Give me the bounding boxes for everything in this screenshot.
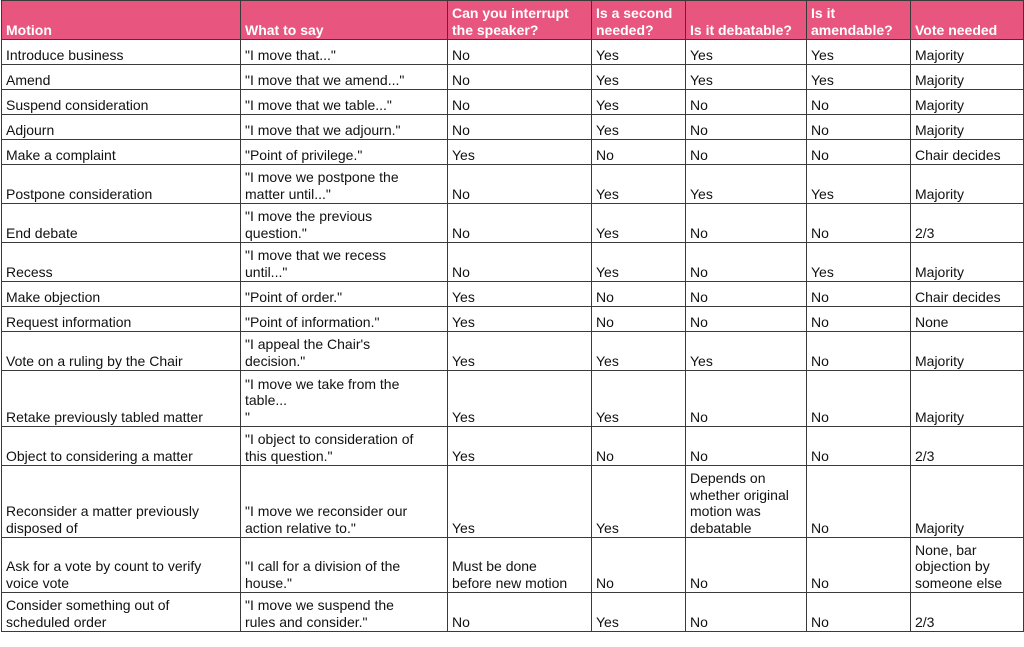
- cell-second: Yes: [592, 332, 686, 371]
- cell-what-to-say: "Point of information.": [241, 307, 448, 332]
- cell-second: Yes: [592, 40, 686, 65]
- cell-debatable: Yes: [686, 332, 807, 371]
- cell-vote: 2/3: [911, 593, 1024, 632]
- motions-table: [1, 0, 1024, 632]
- cell-second: Yes: [592, 466, 686, 538]
- header-what-to-say: What to say: [241, 1, 448, 40]
- cell-vote: Majority: [911, 466, 1024, 538]
- header-vote-needed: Vote needed: [911, 1, 1024, 40]
- cell-motion: Request information: [2, 307, 241, 332]
- cell-amendable: No: [807, 115, 911, 140]
- cell-amendable: Yes: [807, 65, 911, 90]
- cell-amendable: No: [807, 371, 911, 427]
- cell-amendable: No: [807, 427, 911, 466]
- cell-amendable: No: [807, 307, 911, 332]
- cell-debatable: Yes: [686, 40, 807, 65]
- cell-interrupt: No: [448, 243, 592, 282]
- cell-motion: Introduce business: [2, 40, 241, 65]
- cell-what-to-say: "I move we reconsider our action relative to.": [241, 466, 448, 538]
- cell-debatable: No: [686, 204, 807, 243]
- cell-interrupt: Yes: [448, 282, 592, 307]
- cell-amendable: No: [807, 282, 911, 307]
- cell-vote: Majority: [911, 332, 1024, 371]
- cell-amendable: No: [807, 538, 911, 593]
- cell-vote: None: [911, 307, 1024, 332]
- cell-what-to-say: "I move that we recess until...": [241, 243, 448, 282]
- cell-second: Yes: [592, 371, 686, 427]
- cell-vote: Chair decides: [911, 140, 1024, 165]
- cell-motion: Reconsider a matter previously disposed of: [2, 466, 241, 538]
- header-interrupt: Can you interrupt the speaker?: [448, 1, 592, 40]
- cell-motion: Ask for a vote by count to verify voice vote: [2, 538, 241, 593]
- cell-vote: Majority: [911, 243, 1024, 282]
- cell-what-to-say: "I move that we table...": [241, 90, 448, 115]
- cell-second: Yes: [592, 90, 686, 115]
- cell-motion: Object to considering a matter: [2, 427, 241, 466]
- cell-motion: Amend: [2, 65, 241, 90]
- cell-interrupt: No: [448, 90, 592, 115]
- table-row: [2, 466, 1024, 538]
- cell-debatable: No: [686, 90, 807, 115]
- cell-amendable: No: [807, 90, 911, 115]
- cell-what-to-say: "I move we suspend the rules and consider.": [241, 593, 448, 632]
- table-row: [2, 307, 1024, 332]
- cell-interrupt: Yes: [448, 307, 592, 332]
- cell-second: No: [592, 140, 686, 165]
- cell-second: No: [592, 538, 686, 593]
- cell-debatable: No: [686, 140, 807, 165]
- cell-vote: 2/3: [911, 204, 1024, 243]
- cell-debatable: Yes: [686, 165, 807, 204]
- cell-amendable: Yes: [807, 165, 911, 204]
- table-row: [2, 427, 1024, 466]
- cell-vote: None, bar objection by someone else: [911, 538, 1024, 593]
- cell-interrupt: Yes: [448, 427, 592, 466]
- header-amendable: Is it amendable?: [807, 1, 911, 40]
- table-row: [2, 90, 1024, 115]
- cell-debatable: Yes: [686, 65, 807, 90]
- cell-second: Yes: [592, 65, 686, 90]
- table-row: [2, 65, 1024, 90]
- cell-what-to-say: "I move we postpone the matter until...": [241, 165, 448, 204]
- cell-interrupt: No: [448, 40, 592, 65]
- cell-motion: Suspend consideration: [2, 90, 241, 115]
- table-row: [2, 243, 1024, 282]
- cell-interrupt: No: [448, 165, 592, 204]
- cell-interrupt: Yes: [448, 466, 592, 538]
- cell-interrupt: Yes: [448, 140, 592, 165]
- cell-vote: Majority: [911, 115, 1024, 140]
- cell-debatable: Depends on whether original motion was debatable: [686, 466, 807, 538]
- cell-second: Yes: [592, 115, 686, 140]
- cell-vote: Majority: [911, 90, 1024, 115]
- cell-amendable: No: [807, 332, 911, 371]
- header-second-needed: Is a second needed?: [592, 1, 686, 40]
- cell-motion: Consider something out of scheduled order: [2, 593, 241, 632]
- cell-what-to-say: "Point of privilege.": [241, 140, 448, 165]
- cell-interrupt: No: [448, 593, 592, 632]
- table-row: [2, 140, 1024, 165]
- cell-amendable: No: [807, 204, 911, 243]
- cell-interrupt: No: [448, 204, 592, 243]
- cell-debatable: No: [686, 427, 807, 466]
- cell-debatable: No: [686, 282, 807, 307]
- cell-motion: Retake previously tabled matter: [2, 371, 241, 427]
- cell-motion: Postpone consideration: [2, 165, 241, 204]
- cell-vote: Majority: [911, 165, 1024, 204]
- cell-vote: Majority: [911, 371, 1024, 427]
- cell-vote: Majority: [911, 65, 1024, 90]
- cell-motion: End debate: [2, 204, 241, 243]
- cell-vote: Majority: [911, 40, 1024, 65]
- cell-interrupt: Must be done before new motion: [448, 538, 592, 593]
- cell-what-to-say: "I move that we amend...": [241, 65, 448, 90]
- table-row: [2, 204, 1024, 243]
- cell-second: Yes: [592, 204, 686, 243]
- cell-motion: Adjourn: [2, 115, 241, 140]
- table-row: [2, 593, 1024, 632]
- cell-debatable: No: [686, 115, 807, 140]
- table-row: [2, 115, 1024, 140]
- cell-second: Yes: [592, 165, 686, 204]
- cell-vote: 2/3: [911, 427, 1024, 466]
- table-row: [2, 282, 1024, 307]
- cell-vote: Chair decides: [911, 282, 1024, 307]
- table-row: [2, 538, 1024, 593]
- cell-motion: Recess: [2, 243, 241, 282]
- cell-debatable: No: [686, 593, 807, 632]
- cell-interrupt: No: [448, 115, 592, 140]
- cell-second: No: [592, 282, 686, 307]
- cell-what-to-say: "I appeal the Chair's decision.": [241, 332, 448, 371]
- cell-motion: Vote on a ruling by the Chair: [2, 332, 241, 371]
- cell-interrupt: Yes: [448, 371, 592, 427]
- cell-amendable: No: [807, 466, 911, 538]
- cell-debatable: No: [686, 243, 807, 282]
- header-motion: Motion: [2, 1, 241, 40]
- cell-amendable: No: [807, 593, 911, 632]
- cell-motion: Make objection: [2, 282, 241, 307]
- cell-what-to-say: "I move the previous question.": [241, 204, 448, 243]
- cell-interrupt: Yes: [448, 332, 592, 371]
- header-row: [2, 1, 1024, 40]
- cell-what-to-say: "Point of order.": [241, 282, 448, 307]
- cell-amendable: No: [807, 140, 911, 165]
- cell-what-to-say: "I call for a division of the house.": [241, 538, 448, 593]
- cell-motion: Make a complaint: [2, 140, 241, 165]
- table-row: [2, 371, 1024, 427]
- table-row: [2, 165, 1024, 204]
- cell-what-to-say: "I move that...": [241, 40, 448, 65]
- cell-debatable: No: [686, 538, 807, 593]
- cell-debatable: No: [686, 307, 807, 332]
- cell-second: Yes: [592, 243, 686, 282]
- cell-what-to-say: "I object to consideration of this question.": [241, 427, 448, 466]
- cell-debatable: No: [686, 371, 807, 427]
- table-row: [2, 40, 1024, 65]
- cell-interrupt: No: [448, 65, 592, 90]
- table-row: [2, 332, 1024, 371]
- header-debatable: Is it debatable?: [686, 1, 807, 40]
- cell-second: No: [592, 427, 686, 466]
- cell-what-to-say: "I move we take from the table... ": [241, 371, 448, 427]
- cell-amendable: Yes: [807, 40, 911, 65]
- cell-what-to-say: "I move that we adjourn.": [241, 115, 448, 140]
- cell-second: No: [592, 307, 686, 332]
- cell-second: Yes: [592, 593, 686, 632]
- cell-amendable: Yes: [807, 243, 911, 282]
